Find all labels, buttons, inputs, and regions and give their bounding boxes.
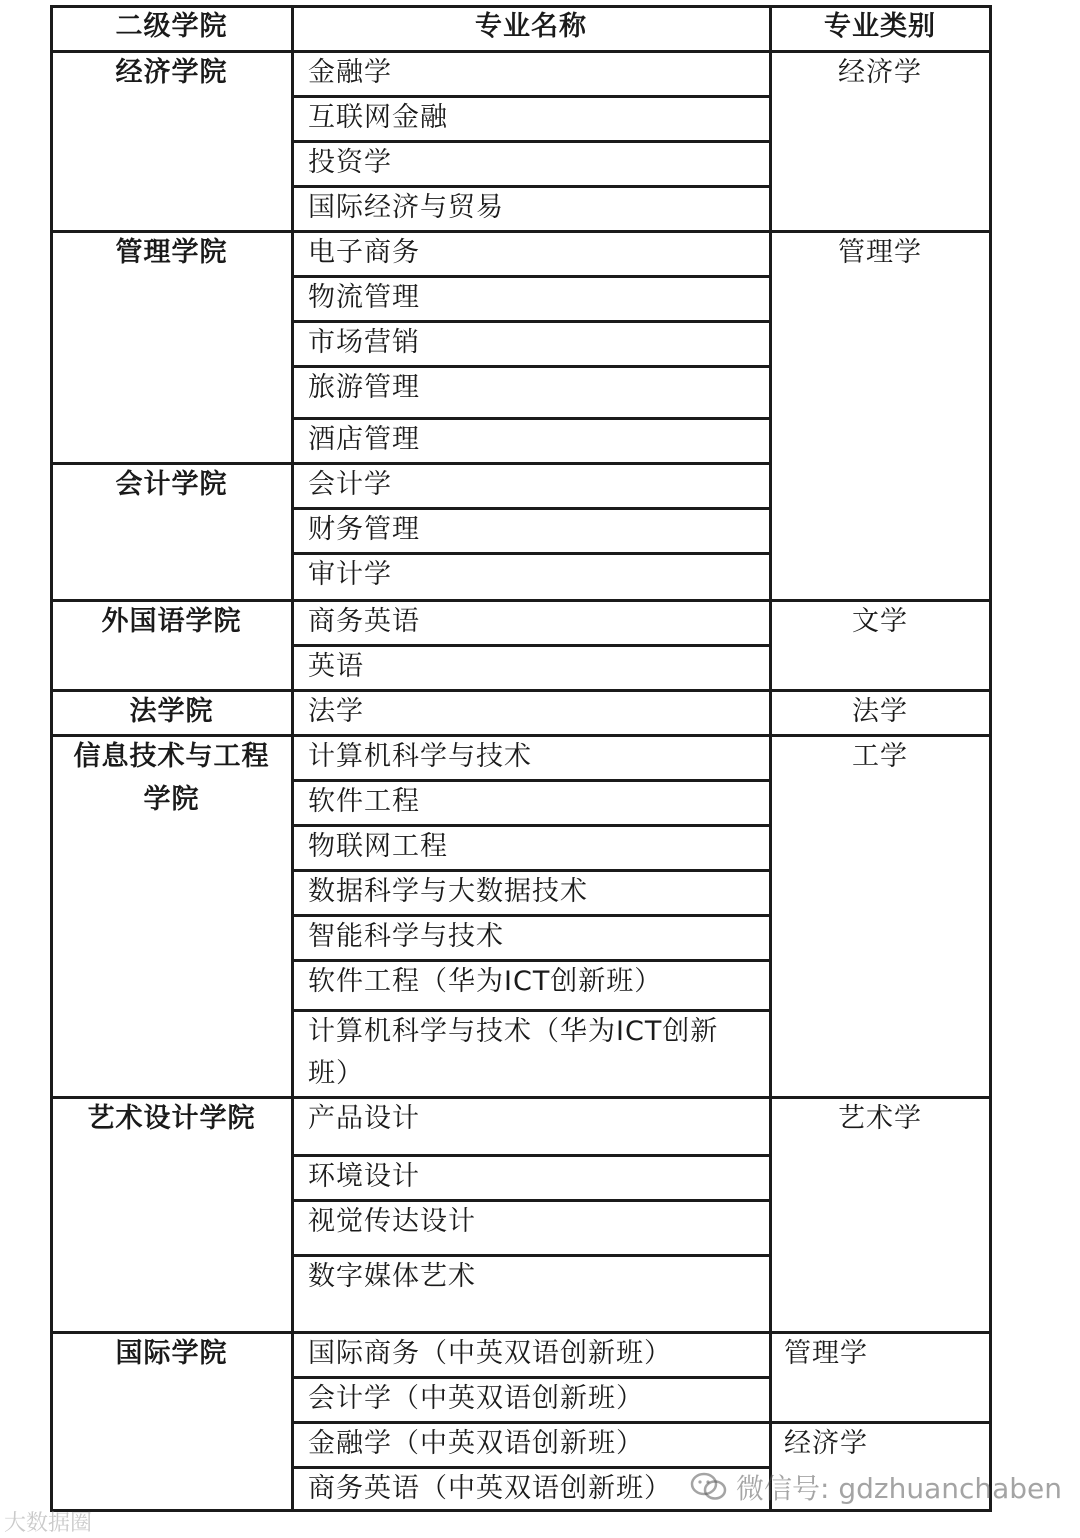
college-name: 管理学院 <box>115 237 228 268</box>
header-rule <box>51 50 990 53</box>
row-rule <box>292 779 770 782</box>
major-name: 会计学（中英双语创新班） <box>308 1383 644 1414</box>
row-rule <box>292 417 770 420</box>
major-name: 法学 <box>308 696 364 727</box>
major-name: 数据科学与大数据技术 <box>308 876 588 907</box>
category-name: 法学 <box>852 696 908 727</box>
category-rule <box>770 230 990 233</box>
category-rule <box>770 734 990 737</box>
major-name: 国际商务（中英双语创新班） <box>308 1338 672 1369</box>
college-rule <box>51 230 292 233</box>
row-rule <box>292 552 770 555</box>
college-name: 法学院 <box>129 696 214 727</box>
college-name: 学院 <box>143 784 200 815</box>
major-name: 商务英语 <box>308 606 420 637</box>
category-rule <box>770 689 990 692</box>
row-rule <box>292 1009 770 1012</box>
major-name: 智能科学与技术 <box>308 921 504 952</box>
major-name: 产品设计 <box>308 1103 420 1134</box>
row-rule <box>292 230 770 233</box>
row-rule <box>292 1096 770 1099</box>
college-name: 信息技术与工程 <box>73 741 270 772</box>
category-rule <box>770 1096 990 1099</box>
major-name: 电子商务 <box>308 237 420 268</box>
category-name: 经济学 <box>784 1428 868 1459</box>
category-name: 经济学 <box>838 57 922 88</box>
wechat-watermark <box>690 1464 1062 1510</box>
table-border-top <box>50 5 992 8</box>
college-name: 会计学院 <box>115 469 228 500</box>
major-name: 金融学（中英双语创新班） <box>308 1428 644 1459</box>
college-rule <box>51 734 292 737</box>
row-rule <box>292 95 770 98</box>
row-rule <box>292 462 770 465</box>
row-rule <box>292 689 770 692</box>
corner-watermark: 大数据圈 <box>4 1511 93 1536</box>
category-rule <box>770 1421 990 1424</box>
major-name: 投资学 <box>308 147 392 178</box>
row-rule <box>292 140 770 143</box>
major-name: 计算机科学与技术 <box>308 741 532 772</box>
major-name: 物流管理 <box>308 282 420 313</box>
row-rule <box>292 644 770 647</box>
college-rule <box>51 599 292 602</box>
row-rule <box>292 1331 770 1334</box>
row-rule <box>292 869 770 872</box>
row-rule <box>292 1421 770 1424</box>
college-name: 艺术设计学院 <box>87 1103 256 1134</box>
row-rule <box>292 185 770 188</box>
major-name: 互联网金融 <box>308 102 448 133</box>
wechat-icon <box>690 1471 728 1503</box>
category-name: 工学 <box>852 741 908 772</box>
row-rule <box>292 914 770 917</box>
college-name: 国际学院 <box>115 1338 228 1369</box>
row-rule <box>292 320 770 323</box>
major-name: 数字媒体艺术 <box>308 1261 476 1292</box>
major-name: 酒店管理 <box>308 424 420 455</box>
row-rule <box>292 1154 770 1157</box>
category-name: 艺术学 <box>838 1103 922 1134</box>
major-name: 物联网工程 <box>308 831 448 862</box>
row-rule <box>292 824 770 827</box>
major-name: 财务管理 <box>308 514 420 545</box>
major-name: 审计学 <box>308 559 392 590</box>
header-college: 二级学院 <box>115 11 228 42</box>
row-rule <box>292 959 770 962</box>
major-name: 环境设计 <box>308 1161 420 1192</box>
major-name: 市场营销 <box>308 327 420 358</box>
category-rule <box>770 1331 990 1334</box>
row-rule <box>292 275 770 278</box>
category-rule <box>770 599 990 602</box>
major-name: 软件工程 <box>308 786 420 817</box>
major-name: 旅游管理 <box>308 372 420 403</box>
major-name: 软件工程（华为ICT创新班） <box>308 966 663 997</box>
row-rule <box>292 365 770 368</box>
watermark-text: 微信号: gdzhuanchaben <box>736 1472 1063 1505</box>
major-name: 视觉传达设计 <box>308 1206 476 1237</box>
row-rule <box>292 599 770 602</box>
header-category: 专业类别 <box>824 11 936 42</box>
college-rule <box>51 689 292 692</box>
major-name: 国际经济与贸易 <box>308 192 504 223</box>
row-rule <box>292 1254 770 1257</box>
row-rule <box>292 1376 770 1379</box>
category-name: 管理学 <box>838 237 922 268</box>
college-rule <box>51 1331 292 1334</box>
header-major: 专业名称 <box>475 11 587 42</box>
college-name: 外国语学院 <box>101 606 242 637</box>
college-rule <box>51 1096 292 1099</box>
major-name: 英语 <box>308 651 364 682</box>
category-name: 文学 <box>852 606 908 637</box>
row-rule <box>292 734 770 737</box>
category-name: 管理学 <box>784 1338 868 1369</box>
college-rule <box>51 462 292 465</box>
major-name: 班） <box>308 1058 364 1089</box>
major-name: 商务英语（中英双语创新班） <box>308 1473 672 1504</box>
major-name: 会计学 <box>308 469 392 500</box>
row-rule <box>292 1199 770 1202</box>
major-name: 金融学 <box>308 57 392 88</box>
row-rule <box>292 507 770 510</box>
college-name: 经济学院 <box>115 57 228 88</box>
major-name: 计算机科学与技术（华为ICT创新 <box>308 1016 719 1047</box>
